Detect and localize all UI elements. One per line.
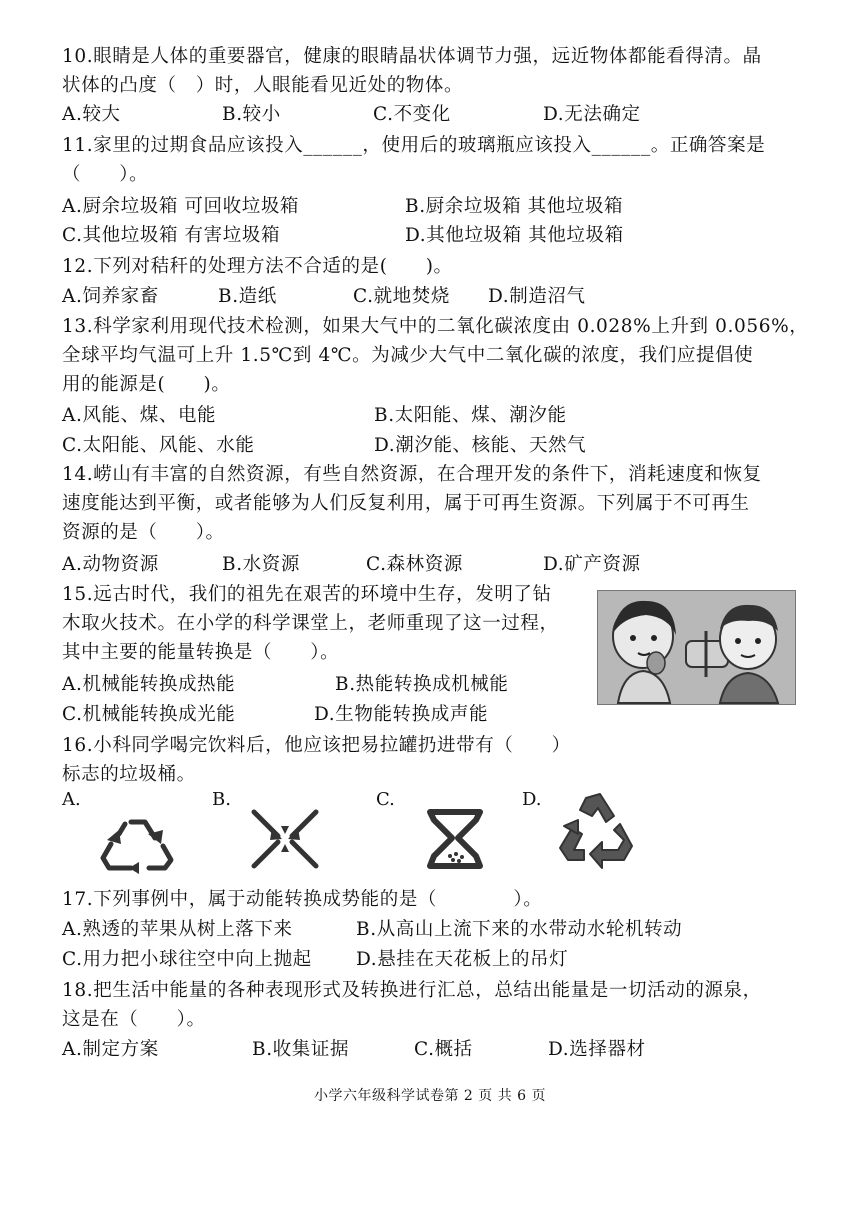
q11-option-d: D.其他垃圾箱 其他垃圾箱 <box>405 225 624 246</box>
q10-line-1: 10.眼睛是人体的重要器官，健康的眼睛晶状体调节力强，远近物体都能看得清。晶 <box>62 46 762 67</box>
q16-line-1: 16.小科同学喝完饮料后，他应该把易拉罐扔进带有（ ） <box>62 735 571 756</box>
q10-option-c: C.不变化 <box>373 104 451 125</box>
q17-option-d: D.悬挂在天花板上的吊灯 <box>356 949 569 970</box>
q12-option-a: A.饲养家畜 <box>62 286 159 307</box>
q17-option-a: A.熟透的苹果从树上落下来 <box>62 919 293 940</box>
q14-line-3: 资源的是（ ）。 <box>62 522 225 543</box>
q18-option-d: D.选择器材 <box>548 1039 646 1060</box>
q16-option-d: D. <box>522 789 542 810</box>
q14-option-d: D.矿产资源 <box>543 554 641 575</box>
q13-option-b: B.太阳能、煤、潮汐能 <box>374 405 567 426</box>
children-drilling-wood-icon <box>598 591 795 704</box>
recycle-arrows-icon <box>95 812 181 874</box>
recycle-triangle-icon <box>552 790 642 870</box>
q10-option-b: B.较小 <box>222 104 281 125</box>
q11-line-2: （ ）。 <box>62 164 149 185</box>
no-litter-cross-icon <box>248 806 322 872</box>
q13-option-c: C.太阳能、风能、水能 <box>62 435 255 456</box>
q17-line-1: 17.下列事例中，属于动能转换成势能的是（ ）。 <box>62 889 543 910</box>
q13-line-2: 全球平均气温可上升 1.5℃到 4℃。为减少大气中二氧化碳的浓度，我们应提倡使 <box>62 345 754 366</box>
q16-option-b: B. <box>212 789 231 810</box>
q18-option-b: B.收集证据 <box>252 1039 350 1060</box>
q11-option-a: A.厨余垃圾箱 可回收垃圾箱 <box>62 196 300 217</box>
q12-option-c: C.就地焚烧 <box>353 286 450 307</box>
q15-line-2: 木取火技术。在小学的科学课堂上，老师重现了这一过程， <box>62 613 559 634</box>
q10-option-d: D.无法确定 <box>543 104 641 125</box>
q10-line-2: 状体的凸度（ ）时，人眼能看见近处的物体。 <box>62 75 464 96</box>
q14-option-a: A.动物资源 <box>62 554 159 575</box>
q15-line-3: 其中主要的能量转换是（ ）。 <box>62 642 340 663</box>
q10-option-a: A.较大 <box>62 104 121 125</box>
q17-option-c: C.用力把小球往空中向上抛起 <box>62 949 312 970</box>
q15-option-d: D.生物能转换成声能 <box>314 704 489 725</box>
q15-line-1: 15.远古时代，我们的祖先在艰苦的环境中生存，发明了钻 <box>62 584 552 605</box>
q11-option-c: C.其他垃圾箱 有害垃圾箱 <box>62 225 281 246</box>
q13-option-d: D.潮汐能、核能、天然气 <box>374 435 587 456</box>
q15-option-b: B.热能转换成机械能 <box>335 674 509 695</box>
q13-line-3: 用的能源是( )。 <box>62 374 231 395</box>
q11-option-b: B.厨余垃圾箱 其他垃圾箱 <box>405 196 624 217</box>
hourglass-bin-icon <box>420 806 490 872</box>
q14-option-c: C.森林资源 <box>366 554 463 575</box>
q15-option-c: C.机械能转换成光能 <box>62 704 236 725</box>
q18-option-c: C.概括 <box>414 1039 473 1060</box>
q18-line-1: 18.把生活中能量的各种表现形式及转换进行汇总，总结出能量是一切活动的源泉， <box>62 980 762 1001</box>
q16-line-2: 标志的垃圾桶。 <box>62 764 196 785</box>
q16-option-a: A. <box>62 789 81 810</box>
q18-line-2: 这是在（ ）。 <box>62 1009 206 1030</box>
q14-line-2: 速度能达到平衡，或者能够为人们反复利用，属于可再生资源。下列属于不可再生 <box>62 493 750 514</box>
q14-line-1: 14.崂山有丰富的自然资源，有些自然资源，在合理开发的条件下，消耗速度和恢复 <box>62 464 762 485</box>
q13-option-a: A.风能、煤、电能 <box>62 405 217 426</box>
page-footer: 小学六年级科学试卷第 2 页 共 6 页 <box>313 1088 547 1104</box>
fire-drill-illustration <box>597 590 796 705</box>
q17-option-b: B.从高山上流下来的水带动水轮机转动 <box>356 919 683 940</box>
q18-option-a: A.制定方案 <box>62 1039 159 1060</box>
q15-option-a: A.机械能转换成热能 <box>62 674 236 695</box>
q16-option-c: C. <box>376 789 395 810</box>
q11-line-1: 11.家里的过期食品应该投入______，使用后的玻璃瓶应该投入______。正确答案是 <box>62 135 766 156</box>
q12-option-d: D.制造沼气 <box>488 286 586 307</box>
q12-line-1: 12.下列对秸秆的处理方法不合适的是( )。 <box>62 256 453 277</box>
q12-option-b: B.造纸 <box>218 286 277 307</box>
q13-line-1: 13.科学家利用现代技术检测，如果大气中的二氧化碳浓度由 0.028%上升到 0.056%， <box>62 316 809 337</box>
q14-option-b: B.水资源 <box>222 554 300 575</box>
